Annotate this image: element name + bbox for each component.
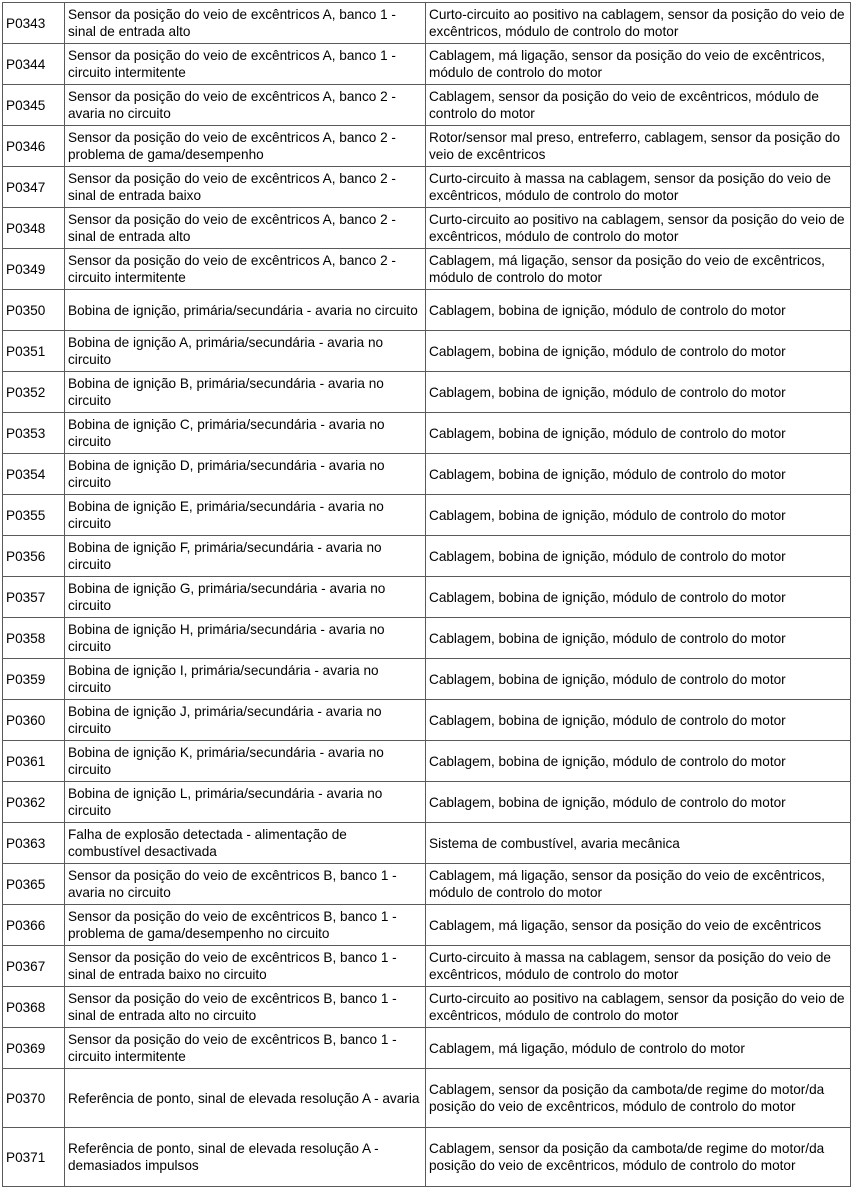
causes-cell: Cablagem, bobina de ignição, módulo de controlo do motor <box>426 741 851 782</box>
description-cell: Sensor da posição do veio de excêntricos A, banco 2 - sinal de entrada baixo <box>65 167 426 208</box>
description-cell: Bobina de ignição D, primária/secundária - avaria no circuito <box>65 454 426 495</box>
code-cell: P0362 <box>3 782 65 823</box>
code-cell: P0350 <box>3 290 65 331</box>
description-cell: Sensor da posição do veio de excêntricos A, banco 1 - circuito intermitente <box>65 44 426 85</box>
table-row <box>3 290 851 331</box>
code-cell: P0367 <box>3 946 65 987</box>
table-row <box>3 618 851 659</box>
table-row <box>3 782 851 823</box>
dtc-table <box>2 2 851 1187</box>
code-cell: P0369 <box>3 1028 65 1069</box>
table-row <box>3 1069 851 1128</box>
causes-cell: Sistema de combustível, avaria mecânica <box>426 823 851 864</box>
description-cell: Bobina de ignição F, primária/secundária - avaria no circuito <box>65 536 426 577</box>
causes-cell: Cablagem, má ligação, módulo de controlo do motor <box>426 1028 851 1069</box>
code-cell: P0347 <box>3 167 65 208</box>
code-cell: P0359 <box>3 659 65 700</box>
table-row <box>3 741 851 782</box>
causes-cell: Cablagem, bobina de ignição, módulo de controlo do motor <box>426 331 851 372</box>
description-cell: Sensor da posição do veio de excêntricos A, banco 1 - sinal de entrada alto <box>65 3 426 44</box>
causes-cell: Cablagem, bobina de ignição, módulo de controlo do motor <box>426 495 851 536</box>
causes-cell: Cablagem, bobina de ignição, módulo de controlo do motor <box>426 577 851 618</box>
causes-cell: Cablagem, má ligação, sensor da posição do veio de excêntricos, módulo de controlo do motor <box>426 249 851 290</box>
table-row <box>3 44 851 85</box>
code-cell: P0361 <box>3 741 65 782</box>
description-cell: Bobina de ignição, primária/secundária - avaria no circuito <box>65 290 426 331</box>
causes-cell: Cablagem, bobina de ignição, módulo de controlo do motor <box>426 618 851 659</box>
table-row <box>3 659 851 700</box>
table-row <box>3 3 851 44</box>
code-cell: P0345 <box>3 85 65 126</box>
table-row <box>3 823 851 864</box>
code-cell: P0370 <box>3 1069 65 1128</box>
code-cell: P0353 <box>3 413 65 454</box>
causes-cell: Cablagem, má ligação, sensor da posição do veio de excêntricos, módulo de controlo do motor <box>426 864 851 905</box>
code-cell: P0354 <box>3 454 65 495</box>
description-cell: Sensor da posição do veio de excêntricos A, banco 2 - problema de gama/desempenho <box>65 126 426 167</box>
code-cell: P0360 <box>3 700 65 741</box>
causes-cell: Curto-circuito à massa na cablagem, sensor da posição do veio de excêntricos, módulo de controlo do motor <box>426 946 851 987</box>
table-row <box>3 1028 851 1069</box>
description-cell: Bobina de ignição H, primária/secundária - avaria no circuito <box>65 618 426 659</box>
description-cell: Bobina de ignição J, primária/secundária - avaria no circuito <box>65 700 426 741</box>
causes-cell: Cablagem, má ligação, sensor da posição do veio de excêntricos <box>426 905 851 946</box>
table-row <box>3 208 851 249</box>
description-cell: Sensor da posição do veio de excêntricos A, banco 2 - sinal de entrada alto <box>65 208 426 249</box>
code-cell: P0355 <box>3 495 65 536</box>
code-cell: P0349 <box>3 249 65 290</box>
code-cell: P0368 <box>3 987 65 1028</box>
code-cell: P0343 <box>3 3 65 44</box>
table-row <box>3 249 851 290</box>
table-row <box>3 987 851 1028</box>
table-row <box>3 331 851 372</box>
table-row <box>3 536 851 577</box>
description-cell: Bobina de ignição E, primária/secundária - avaria no circuito <box>65 495 426 536</box>
description-cell: Sensor da posição do veio de excêntricos B, banco 1 - problema de gama/desempenho no circuito <box>65 905 426 946</box>
table-row <box>3 454 851 495</box>
code-cell: P0363 <box>3 823 65 864</box>
table-row <box>3 864 851 905</box>
description-cell: Bobina de ignição A, primária/secundária - avaria no circuito <box>65 331 426 372</box>
description-cell: Sensor da posição do veio de excêntricos A, banco 2 - avaria no circuito <box>65 85 426 126</box>
causes-cell: Cablagem, bobina de ignição, módulo de controlo do motor <box>426 372 851 413</box>
code-cell: P0344 <box>3 44 65 85</box>
table-row <box>3 495 851 536</box>
code-cell: P0366 <box>3 905 65 946</box>
code-cell: P0346 <box>3 126 65 167</box>
causes-cell: Cablagem, bobina de ignição, módulo de controlo do motor <box>426 700 851 741</box>
table-row <box>3 126 851 167</box>
description-cell: Sensor da posição do veio de excêntricos B, banco 1 - circuito intermitente <box>65 1028 426 1069</box>
table-row <box>3 905 851 946</box>
table-row <box>3 1128 851 1187</box>
description-cell: Bobina de ignição I, primária/secundária - avaria no circuito <box>65 659 426 700</box>
code-cell: P0356 <box>3 536 65 577</box>
causes-cell: Cablagem, bobina de ignição, módulo de controlo do motor <box>426 782 851 823</box>
description-cell: Bobina de ignição K, primária/secundária - avaria no circuito <box>65 741 426 782</box>
causes-cell: Cablagem, bobina de ignição, módulo de controlo do motor <box>426 536 851 577</box>
table-row <box>3 413 851 454</box>
description-cell: Sensor da posição do veio de excêntricos A, banco 2 - circuito intermitente <box>65 249 426 290</box>
causes-cell: Curto-circuito ao positivo na cablagem, sensor da posição do veio de excêntricos, módulo de controlo do motor <box>426 987 851 1028</box>
description-cell: Bobina de ignição C, primária/secundária - avaria no circuito <box>65 413 426 454</box>
dtc-table-body <box>3 3 851 1187</box>
code-cell: P0357 <box>3 577 65 618</box>
code-cell: P0348 <box>3 208 65 249</box>
causes-cell: Cablagem, sensor da posição da cambota/de regime do motor/da posição do veio de excêntricos, módulo de controlo do motor <box>426 1128 851 1187</box>
description-cell: Bobina de ignição B, primária/secundária - avaria no circuito <box>65 372 426 413</box>
table-row <box>3 372 851 413</box>
table-row <box>3 167 851 208</box>
causes-cell: Curto-circuito ao positivo na cablagem, sensor da posição do veio de excêntricos, módulo de controlo do motor <box>426 208 851 249</box>
causes-cell: Cablagem, sensor da posição da cambota/de regime do motor/da posição do veio de excêntricos, módulo de controlo do motor <box>426 1069 851 1128</box>
causes-cell: Cablagem, bobina de ignição, módulo de controlo do motor <box>426 413 851 454</box>
code-cell: P0351 <box>3 331 65 372</box>
causes-cell: Cablagem, bobina de ignição, módulo de controlo do motor <box>426 659 851 700</box>
table-row <box>3 946 851 987</box>
description-cell: Bobina de ignição L, primária/secundária - avaria no circuito <box>65 782 426 823</box>
causes-cell: Curto-circuito ao positivo na cablagem, sensor da posição do veio de excêntricos, módulo de controlo do motor <box>426 3 851 44</box>
description-cell: Falha de explosão detectada - alimentação de combustível desactivada <box>65 823 426 864</box>
code-cell: P0365 <box>3 864 65 905</box>
causes-cell: Cablagem, bobina de ignição, módulo de controlo do motor <box>426 290 851 331</box>
description-cell: Referência de ponto, sinal de elevada resolução A - demasiados impulsos <box>65 1128 426 1187</box>
description-cell: Referência de ponto, sinal de elevada resolução A - avaria <box>65 1069 426 1128</box>
code-cell: P0371 <box>3 1128 65 1187</box>
table-row <box>3 577 851 618</box>
description-cell: Sensor da posição do veio de excêntricos B, banco 1 - sinal de entrada baixo no circuito <box>65 946 426 987</box>
code-cell: P0352 <box>3 372 65 413</box>
causes-cell: Rotor/sensor mal preso, entreferro, cablagem, sensor da posição do veio de excêntricos <box>426 126 851 167</box>
causes-cell: Cablagem, bobina de ignição, módulo de controlo do motor <box>426 454 851 495</box>
description-cell: Sensor da posição do veio de excêntricos B, banco 1 - avaria no circuito <box>65 864 426 905</box>
causes-cell: Cablagem, sensor da posição do veio de excêntricos, módulo de controlo do motor <box>426 85 851 126</box>
description-cell: Sensor da posição do veio de excêntricos B, banco 1 - sinal de entrada alto no circuito <box>65 987 426 1028</box>
causes-cell: Cablagem, má ligação, sensor da posição do veio de excêntricos, módulo de controlo do motor <box>426 44 851 85</box>
table-row <box>3 700 851 741</box>
table-row <box>3 85 851 126</box>
code-cell: P0358 <box>3 618 65 659</box>
description-cell: Bobina de ignição G, primária/secundária - avaria no circuito <box>65 577 426 618</box>
causes-cell: Curto-circuito à massa na cablagem, sensor da posição do veio de excêntricos, módulo de controlo do motor <box>426 167 851 208</box>
